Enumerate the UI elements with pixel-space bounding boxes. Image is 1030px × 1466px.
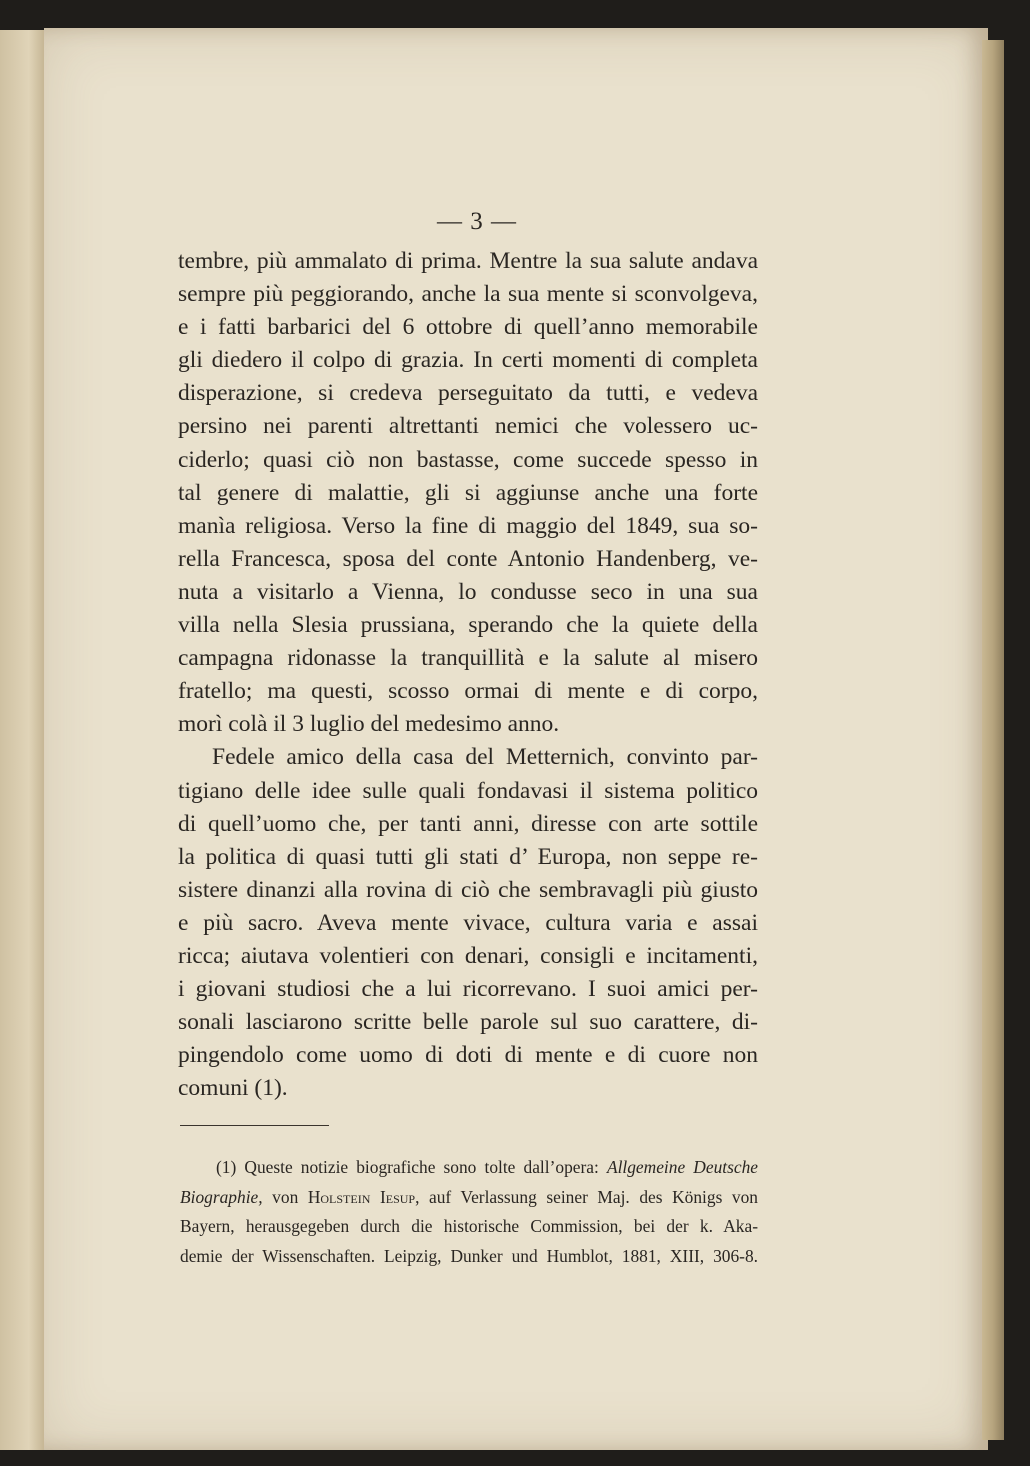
text-line: disperazione, si credeva perseguitato da tutti, e vedeva — [178, 380, 758, 407]
footnote-title: Allgemeine Deutsche — [606, 1157, 758, 1177]
footnote-text: (1) Queste notizie biografiche sono tolte dall’opera: — [216, 1157, 607, 1177]
footnote-title: Biographie, — [180, 1186, 263, 1207]
text-line: sempre più peggiorando, anche la sua mente si sconvolgeva, — [178, 281, 758, 308]
text-line: ricca; aiutava volentieri con denari, consigli e incitamenti, — [178, 942, 758, 969]
text-line: sistere dinanzi alla rovina di ciò che sembravagli più giusto — [178, 876, 758, 903]
text-line: e i fatti barbarici del 6 ottobre di quell’anno memorabile — [178, 314, 758, 341]
footnote — [180, 1153, 758, 1271]
text-line: persino nei parenti altrettanti nemici che volessero uc- — [178, 413, 758, 440]
footnote-line: Bayern, herausgegeben durch die historische Commission, bei der k. Aka- — [180, 1216, 758, 1237]
text-line: comuni (1). — [178, 1075, 288, 1102]
text-line: morì colà il 3 luglio del medesimo anno. — [178, 711, 560, 738]
text-line: i giovani studiosi che a lui ricorrevano. I suoi amici per- — [178, 976, 758, 1003]
text-line: e più sacro. Aveva mente vivace, cultura varia e assai — [178, 909, 758, 936]
text-line: di quell’uomo che, per tanti anni, diresse con arte sottile — [178, 810, 758, 837]
body-text — [178, 245, 758, 1105]
facing-page-edge — [0, 30, 48, 1450]
text-line: la politica di quasi tutti gli stati d’ Europa, non seppe re- — [178, 843, 758, 870]
page-number: — 3 — — [437, 208, 517, 235]
text-line: tal genere di malattie, gli si aggiunse anche una forte — [178, 479, 758, 506]
text-line: rella Francesca, sposa del conte Antonio Handenberg, ve- — [178, 545, 758, 572]
text-line: tembre, più ammalato di prima. Mentre la sua salute andava — [178, 248, 758, 274]
paragraph-2 — [178, 741, 758, 1105]
footnote-divider — [180, 1125, 329, 1126]
text-line: Fedele amico della casa del Metternich, convinto par- — [212, 744, 758, 771]
text-line: campagna ridonasse la tranquillità e la salute al misero — [178, 645, 758, 672]
text-line: fratello; ma questi, scosso ormai di mente e di corpo, — [178, 678, 758, 705]
footnote-line — [180, 1153, 758, 1183]
text-line: sonali lasciarono scritte belle parole sul suo carattere, di- — [178, 1009, 758, 1036]
footnote-author: Holstein Iesup, — [307, 1186, 420, 1207]
footnote-line — [180, 1183, 758, 1213]
text-line: ciderlo; quasi ciò non bastasse, come succede spesso in — [178, 446, 758, 473]
paragraph-1 — [178, 245, 758, 741]
footnote-text: auf Verlassung seiner Maj. des Königs von — [419, 1186, 758, 1207]
text-line: gli diedero il colpo di grazia. In certi momenti di completa — [178, 347, 758, 374]
text-line: tigiano delle idee sulle quali fondavasi il sistema politico — [178, 777, 758, 804]
footnote-line: demie der Wissenschaften. Leipzig, Dunker und Humblot, 1881, XIII, 306-8. — [180, 1245, 758, 1266]
text-line: nuta a visitarlo a Vienna, lo condusse seco in una sua — [178, 578, 758, 605]
page-stack-edge — [982, 40, 1004, 1440]
text-line: villa nella Slesia prussiana, sperando che la quiete della — [178, 612, 758, 639]
footnote-text: von — [262, 1186, 308, 1207]
text-line: pingendolo come uomo di doti di mente e di cuore non — [178, 1042, 758, 1069]
text-line: manìa religiosa. Verso la fine di maggio del 1849, sua so- — [178, 512, 758, 539]
